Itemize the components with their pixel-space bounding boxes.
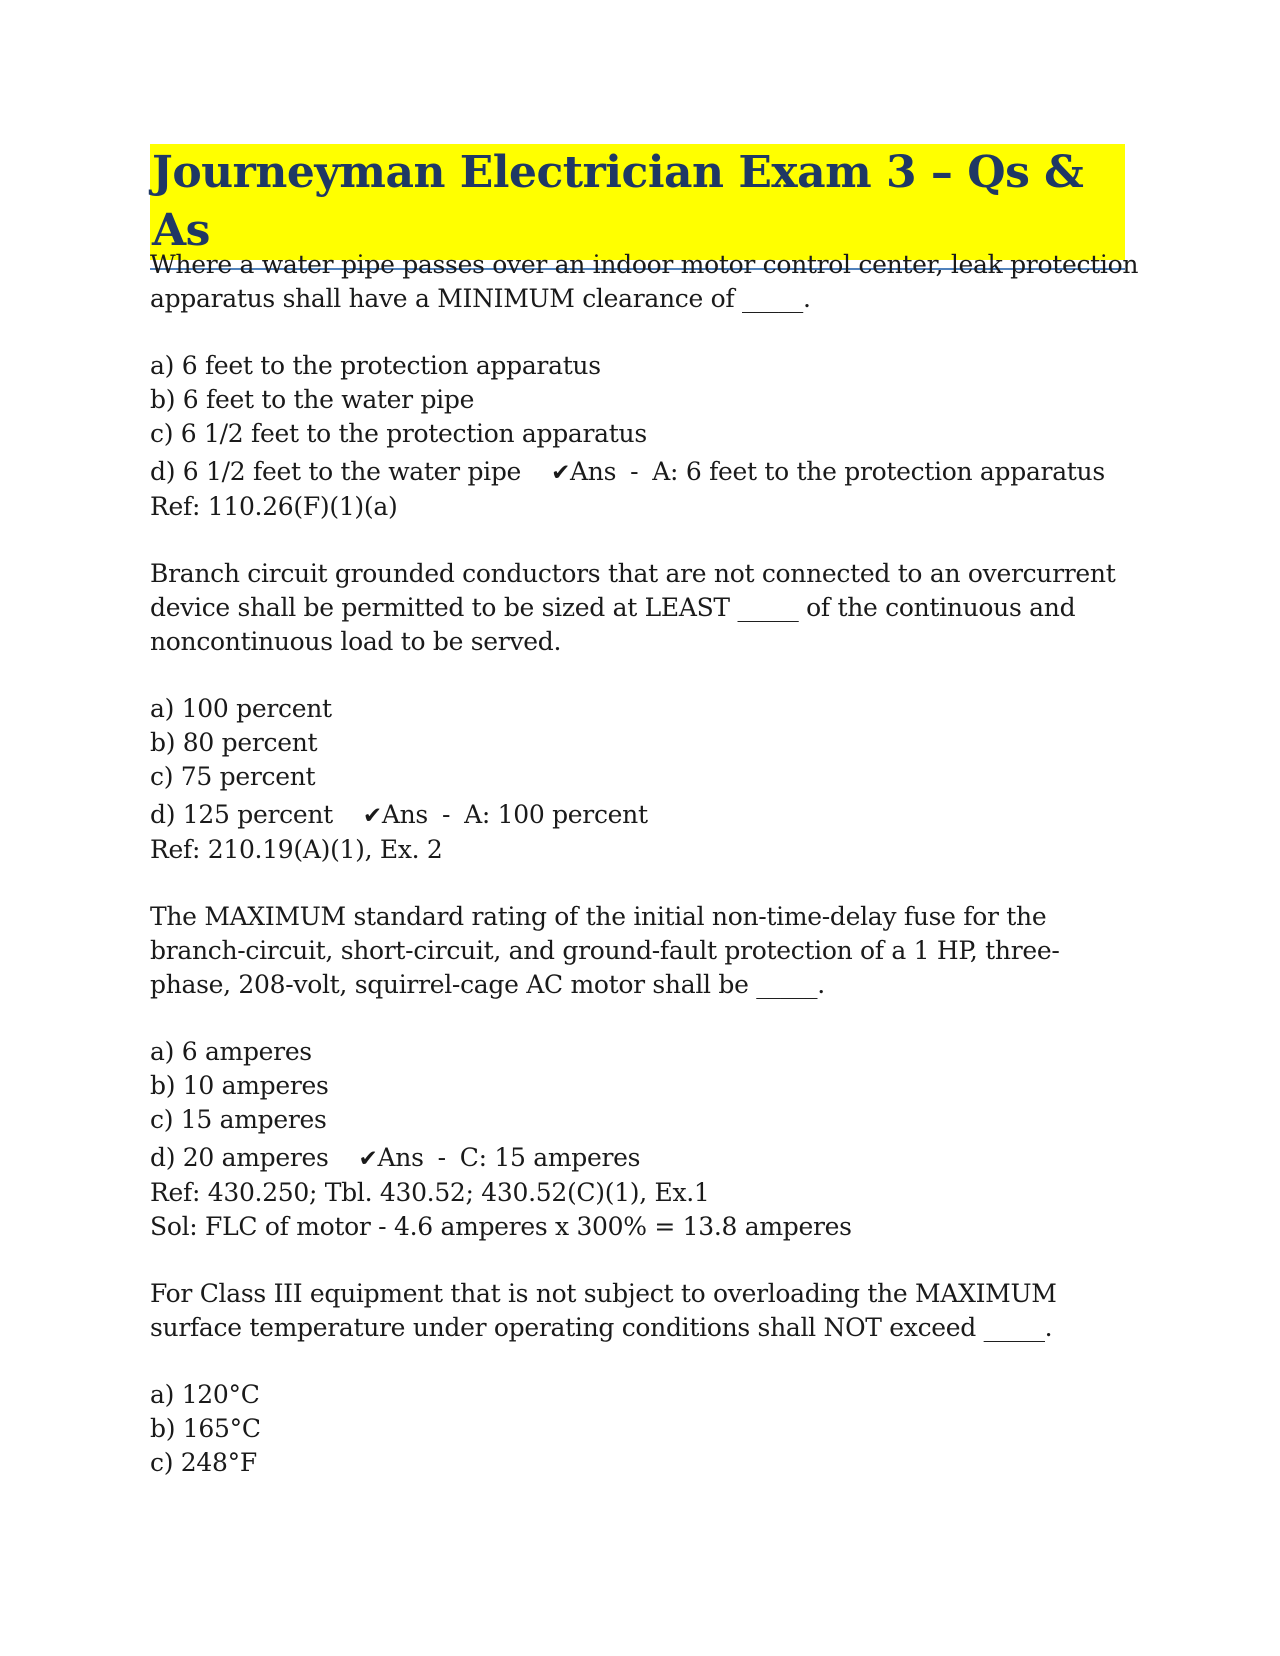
options-list [150,1378,1140,1480]
option-c: c) 248°F [150,1448,257,1477]
question-text: For Class III equipment that is not subject to overloading the MAXIMUM surface temperature under operating conditions shall NOT exceed _____. [150,1279,1057,1342]
options-list [150,692,1140,867]
option-b: b) 6 feet to the water pipe [150,385,475,414]
option-c: c) 6 1/2 feet to the protection apparatus [150,419,647,448]
option-d: d) 125 percent [150,800,333,829]
answer-row [150,798,1140,833]
answer-label: Ans [381,800,428,829]
document-body [150,248,1140,1513]
option-b: b) 10 amperes [150,1071,329,1100]
option-a: a) 6 feet to the protection apparatus [150,351,601,380]
answer-row [150,455,1140,490]
question-text: Branch circuit grounded conductors that are not connected to an overcurrent device shall be permitted to be sized at LEAST _____ of the continuous and noncontinuous load to be served. [150,559,1116,656]
option-b: b) 165°C [150,1414,261,1443]
answer-dash: - [630,457,639,486]
reference-text: Ref: 210.19(A)(1), Ex. 2 [150,835,443,864]
answer-text: C: 15 amperes [459,1143,641,1172]
question-block [150,900,1140,1244]
option-a: a) 6 amperes [150,1037,312,1066]
option-c: c) 75 percent [150,762,316,791]
option-a: a) 100 percent [150,694,332,723]
reference-text: Ref: 110.26(F)(1)(a) [150,492,398,521]
answer-row [150,1141,1140,1176]
option-d: d) 20 amperes [150,1143,329,1172]
answer-label: Ans [377,1143,424,1172]
solution-text: Sol: FLC of motor - 4.6 amperes x 300% = 13.8 amperes [150,1212,852,1241]
answer-text: A: 100 percent [464,800,648,829]
answer-dash: - [441,800,451,829]
answer-label: Ans [570,457,617,486]
option-d: d) 6 1/2 feet to the water pipe [150,457,522,486]
option-c: c) 15 amperes [150,1105,327,1134]
options-list [150,1035,1140,1244]
options-list [150,349,1140,524]
check-icon: ✔ [358,1146,378,1172]
question-block [150,1277,1140,1480]
answer-dash: - [437,1143,446,1172]
question-text: Where a water pipe passes over an indoor motor control center, leak protection apparatus shall have a MINIMUM clearance of _____. [150,250,1139,313]
reference-text: Ref: 430.250; Tbl. 430.52; 430.52(C)(1), Ex.1 [150,1178,710,1207]
option-a: a) 120°C [150,1380,260,1409]
check-icon: ✔ [362,803,382,829]
question-text: The MAXIMUM standard rating of the initial non-time-delay fuse for the branch-circuit, short-circuit, and ground-fault protection of a 1 HP, three-phase, 208-volt, squirrel-cage AC motor shall be _____. [150,902,1060,999]
question-block [150,557,1140,867]
question-block [150,248,1140,524]
page-title: Journeyman Electrician Exam 3 – Qs & As [150,144,1125,260]
option-b: b) 80 percent [150,728,318,757]
answer-text: A: 6 feet to the protection apparatus [652,457,1105,486]
check-icon: ✔ [551,460,571,486]
